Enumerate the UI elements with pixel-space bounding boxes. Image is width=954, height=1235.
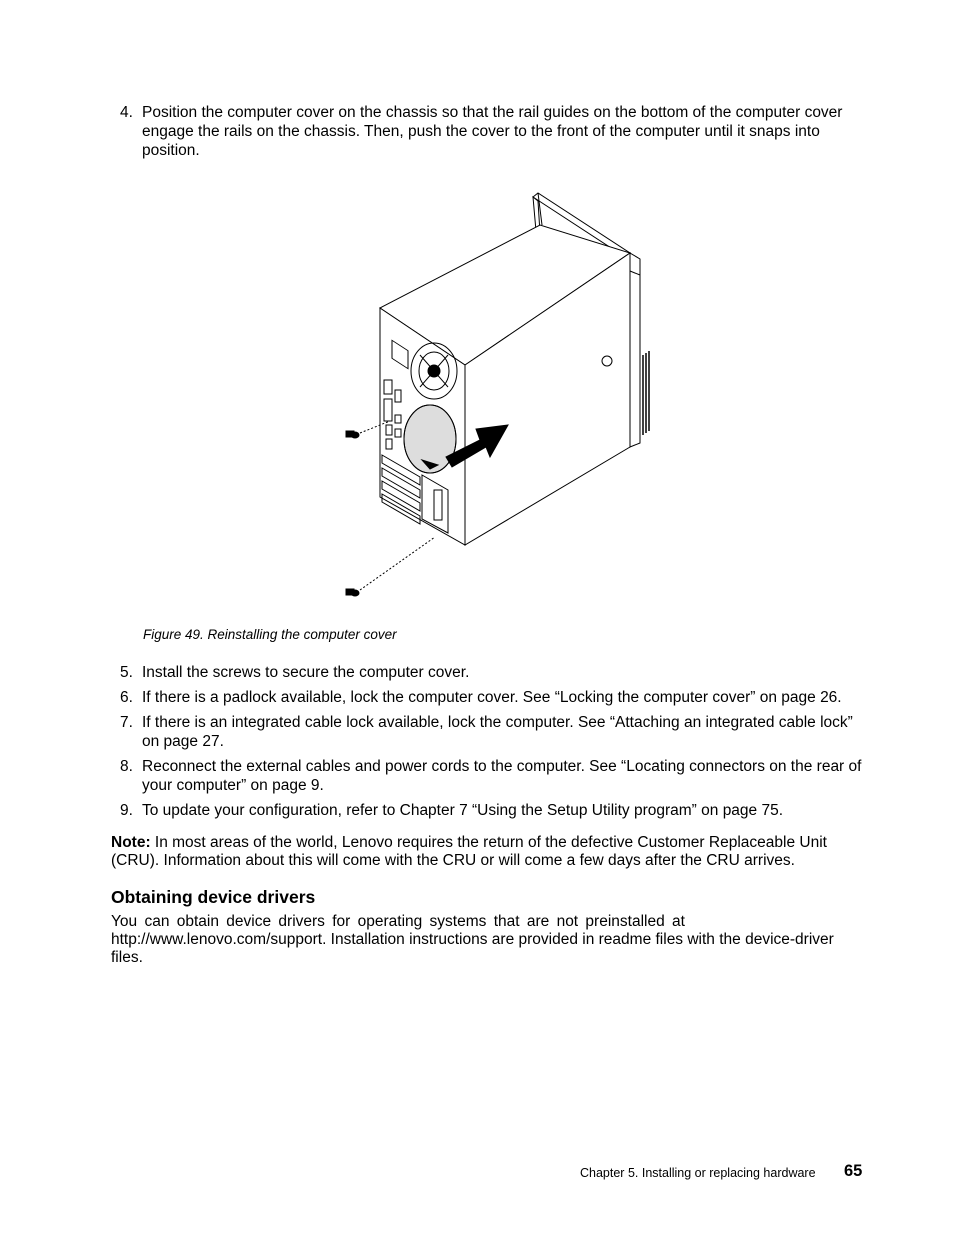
section-line-1: You can obtain device drivers for operating systems that are not preinstalled at: [111, 913, 685, 930]
step-number: 5.: [120, 664, 133, 681]
screw-upper: [346, 431, 359, 438]
step-text: If there is an integrated cable lock available, lock the computer. See “Attaching an integrated cable lock” on page 27.: [142, 714, 853, 750]
step-text: To update your configuration, refer to Chapter 7 “Using the Setup Utility program” on page 75.: [142, 802, 784, 819]
step-number: 4.: [120, 104, 133, 121]
page-number: 65: [844, 1162, 863, 1180]
front-vent: [643, 351, 649, 435]
section-body: [111, 913, 861, 967]
note-label: Note:: [111, 834, 151, 851]
step-text: Install the screws to secure the computer cover.: [142, 664, 470, 681]
step-text: Position the computer cover on the chassis so that the rail guides on the bottom of the computer cover engage the rails on the chassis. Then, push the cover to the front of the computer until it snaps into position.: [142, 104, 843, 159]
figure-caption: Figure 49. Reinstalling the computer cover: [143, 627, 397, 642]
section-line-2: http://www.lenovo.com/support. Installation instructions are provided in readme files with the device-driver files.: [111, 931, 834, 966]
footer-chapter: Chapter 5. Installing or replacing hardware: [580, 1166, 816, 1180]
step-text: If there is a padlock available, lock the computer cover. See “Locking the computer cover” on page 26.: [142, 689, 842, 706]
step-number: 7.: [120, 714, 133, 731]
step-text: Reconnect the external cables and power cords to the computer. See “Locating connectors on the rear of your computer” on page 9.: [142, 758, 862, 794]
screw-lower: [346, 589, 359, 596]
front-bezel: [630, 253, 640, 447]
computer-cover-illustration: [330, 185, 660, 610]
section-heading: Obtaining device drivers: [111, 887, 316, 907]
note-paragraph: [111, 834, 861, 870]
note-text: In most areas of the world, Lenovo requires the return of the defective Customer Replaceable Unit (CRU). Information about this will come with the CRU or will come a few days after the CRU arrives.: [111, 834, 827, 869]
step-number: 9.: [120, 802, 133, 819]
step-number: 6.: [120, 689, 133, 706]
step-number: 8.: [120, 758, 133, 775]
